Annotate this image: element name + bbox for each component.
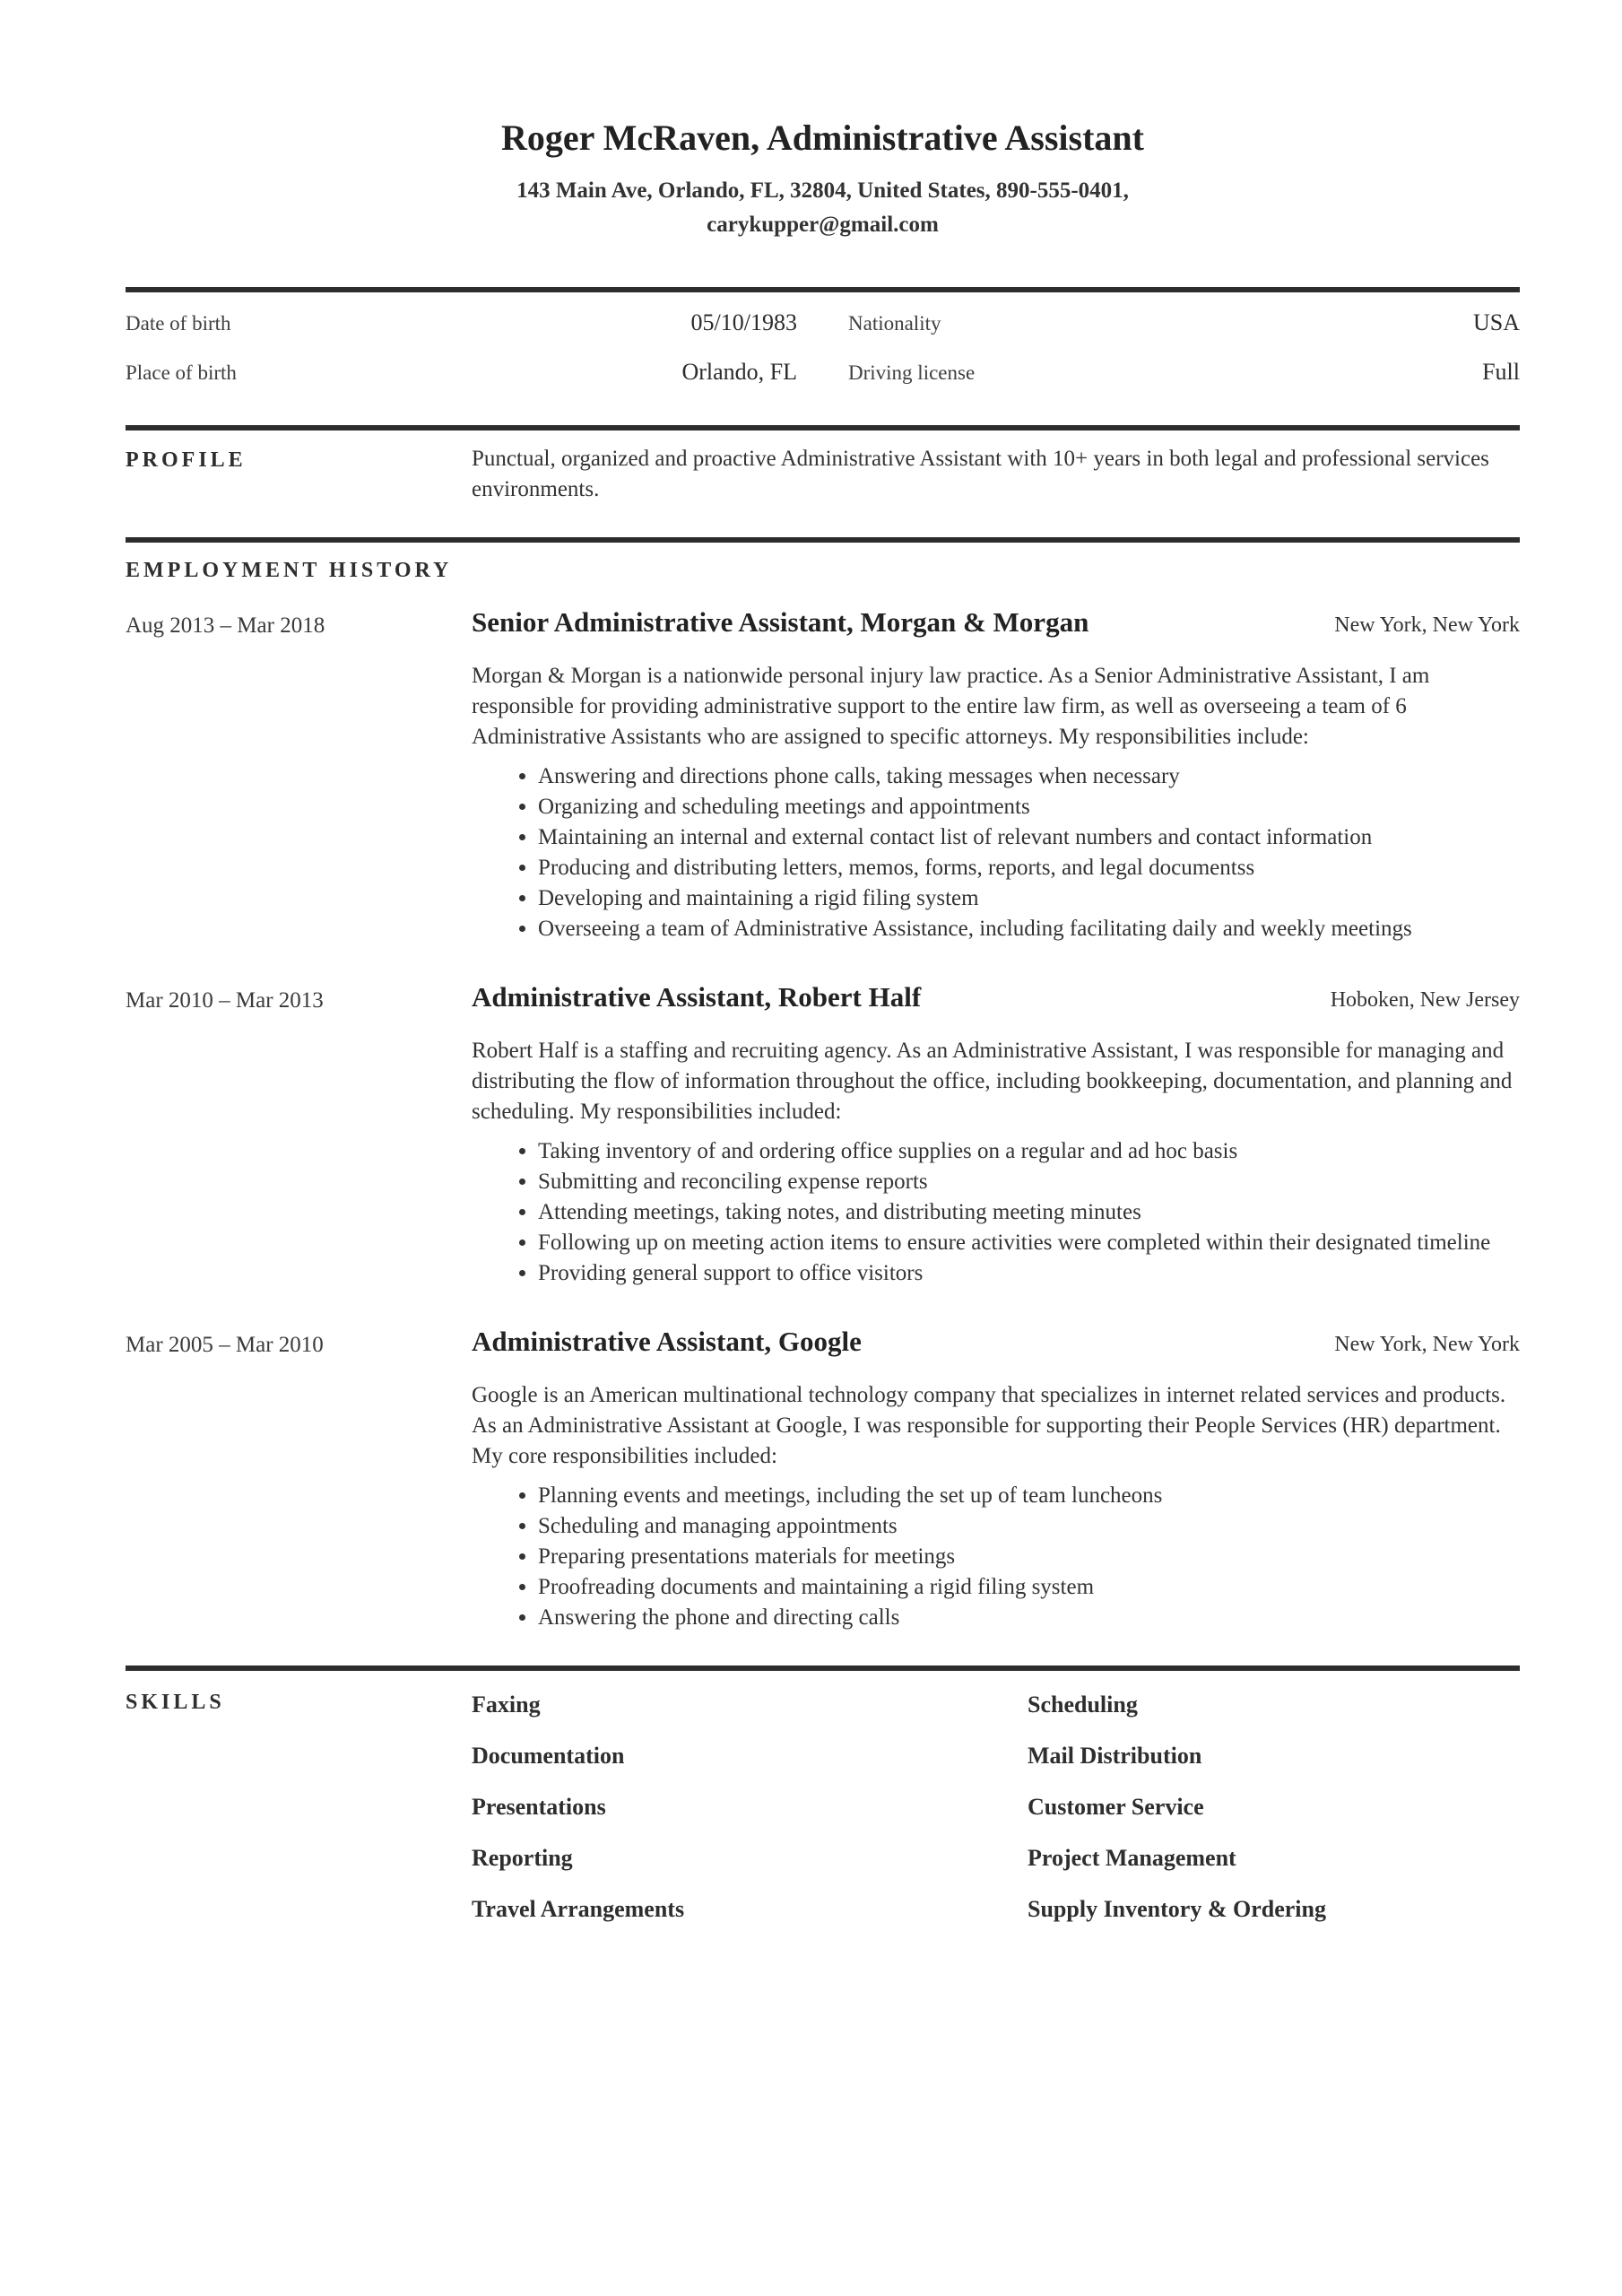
- skills-grid: [472, 1691, 1520, 1946]
- nationality-value: USA: [1472, 309, 1520, 335]
- bullet-item: • Organizing and scheduling meetings and appointments: [538, 792, 1520, 822]
- dob-value: 05/10/1983: [690, 309, 797, 335]
- job-title: Administrative Assistant, Google: [472, 1326, 862, 1357]
- bullet-item: • Producing and distributing letters, memos, forms, reports, and legal documentss: [538, 853, 1520, 883]
- license-label: Driving license: [848, 361, 976, 384]
- bullet-item: • Maintaining an internal and external contact list of relevant numbers and contact information: [538, 822, 1520, 853]
- dob-label: Date of birth: [126, 312, 231, 335]
- details-row: [126, 358, 1520, 387]
- bullet-item: • Providing general support to office visitors: [538, 1258, 1520, 1289]
- job-location: New York, New York: [1334, 1333, 1520, 1356]
- job-entry: [126, 605, 1520, 944]
- job-dates: Mar 2005 – Mar 2010: [126, 1333, 324, 1357]
- job-header: [472, 1325, 1520, 1359]
- skills-section: [126, 1671, 1520, 1946]
- bullet-item: • Following up on meeting action items to ensure activities were completed within their designated timeline: [538, 1228, 1520, 1258]
- job-description: Morgan & Morgan is a nationwide personal injury law practice. As a Senior Administrative Assistant, I am responsible for providing administrative support to the entire law firm, as well as overseeing a team of 6 Administrative Assistants who are assigned to specific attorneys. My responsibilities include:: [472, 664, 1430, 749]
- employment-section: [126, 543, 1520, 1633]
- contact-line-1: 143 Main Ave, Orlando, FL, 32804, United States, 890-555-0401,: [516, 178, 1129, 203]
- bullet-item: • Preparing presentations materials for meetings: [538, 1542, 1520, 1572]
- bullet-item: • Overseeing a team of Administrative Assistance, including facilitating daily and weekly meetings: [538, 914, 1520, 944]
- profile-section: [126, 430, 1520, 537]
- bullet-item: • Answering and directions phone calls, taking messages when necessary: [538, 761, 1520, 792]
- job-description: Robert Half is a staffing and recruiting agency. As an Administrative Assistant, I was responsible for managing and distributing the flow of information throughout the office, including bookkeeping, documentation, and planning and scheduling. My responsibilities included:: [472, 1039, 1513, 1124]
- job-entry: [126, 980, 1520, 1289]
- contact-line-2: carykupper@gmail.com: [707, 213, 939, 237]
- job-header: [472, 605, 1520, 639]
- contact-info: [126, 174, 1520, 242]
- job-entry: [126, 1325, 1520, 1633]
- profile-text: Punctual, organized and proactive Administrative Assistant with 10+ years in both legal and professional services environments.: [472, 447, 1489, 501]
- skill-item: Project Management: [1028, 1845, 1236, 1871]
- bullet-item: • Scheduling and managing appointments: [538, 1511, 1520, 1542]
- skills-heading: SKILLS: [126, 1691, 225, 1714]
- skill-item: Mail Distribution: [1028, 1743, 1202, 1769]
- pob-value: Orlando, FL: [681, 359, 797, 385]
- job-bullet-list: [472, 1481, 1520, 1633]
- job-title: Senior Administrative Assistant, Morgan & Morgan: [472, 606, 1089, 638]
- profile-heading: PROFILE: [126, 448, 247, 472]
- profile-heading-col: [126, 447, 472, 505]
- skill-item: Documentation: [472, 1743, 625, 1769]
- header: [126, 117, 1520, 242]
- job-location: New York, New York: [1334, 613, 1520, 637]
- job-bullet-list: [472, 1136, 1520, 1289]
- job-bullet-list: [472, 761, 1520, 944]
- detail-dob: [126, 309, 797, 338]
- bullet-item: • Taking inventory of and ordering office supplies on a regular and ad hoc basis: [538, 1136, 1520, 1167]
- bullet-item: • Attending meetings, taking notes, and distributing meeting minutes: [538, 1197, 1520, 1228]
- job-location: Hoboken, New Jersey: [1330, 988, 1520, 1012]
- detail-nationality: [848, 309, 1520, 338]
- job-title: Administrative Assistant, Robert Half: [472, 981, 922, 1013]
- bullet-item: • Answering the phone and directing calls: [538, 1603, 1520, 1633]
- bullet-item: • Proofreading documents and maintaining a rigid filing system: [538, 1572, 1520, 1603]
- bullet-item: • Developing and maintaining a rigid filing system: [538, 883, 1520, 914]
- license-value: Full: [1482, 359, 1520, 385]
- job-dates: Aug 2013 – Mar 2018: [126, 613, 325, 638]
- skill-item: Scheduling: [1028, 1692, 1138, 1718]
- detail-license: [848, 358, 1520, 387]
- page-title: Roger McRaven, Administrative Assistant: [501, 117, 1144, 158]
- job-header: [472, 980, 1520, 1014]
- skill-item: Reporting: [472, 1845, 573, 1871]
- pob-label: Place of birth: [126, 361, 237, 384]
- skill-item: Presentations: [472, 1794, 606, 1820]
- job-dates: Mar 2010 – Mar 2013: [126, 988, 324, 1013]
- job-description: Google is an American multinational technology company that specializes in internet related services and products. As an Administrative Assistant at Google, I was responsible for supporting their People Services (HR) department. My core responsibilities included:: [472, 1383, 1506, 1468]
- nationality-label: Nationality: [848, 312, 941, 335]
- bullet-item: • Planning events and meetings, including the set up of team luncheons: [538, 1481, 1520, 1511]
- skill-item: Travel Arrangements: [472, 1896, 685, 1922]
- skill-item: Supply Inventory & Ordering: [1028, 1896, 1326, 1922]
- bullet-item: • Submitting and reconciling expense reports: [538, 1167, 1520, 1197]
- detail-pob: [126, 358, 797, 387]
- skill-item: Customer Service: [1028, 1794, 1204, 1820]
- personal-details: [126, 292, 1520, 425]
- employment-heading: EMPLOYMENT HISTORY: [126, 559, 453, 582]
- details-row: [126, 309, 1520, 338]
- skill-item: Faxing: [472, 1692, 541, 1718]
